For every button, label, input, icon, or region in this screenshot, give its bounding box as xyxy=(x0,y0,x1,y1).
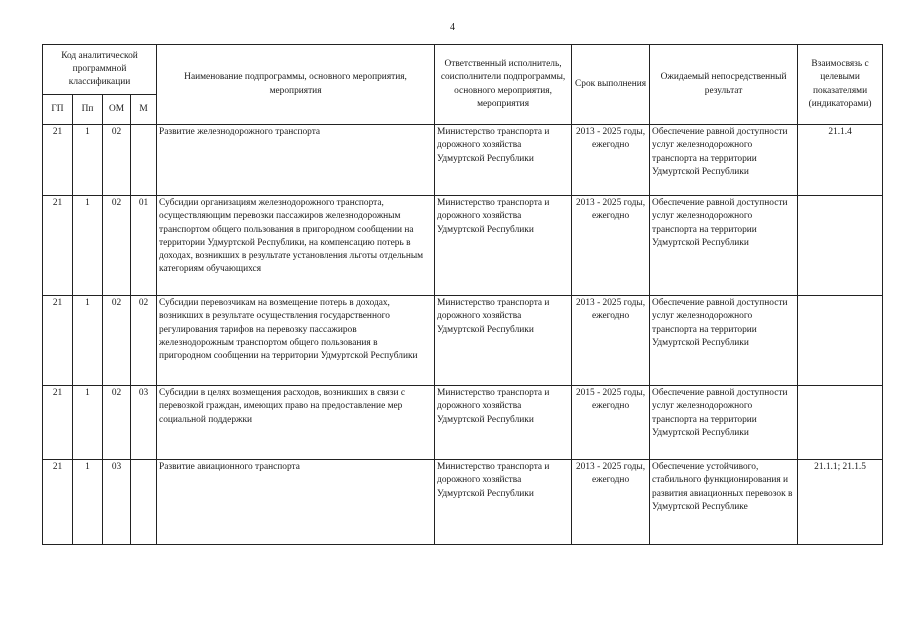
cell-term: 2013 - 2025 годы, ежегодно xyxy=(572,460,650,545)
header-om: ОМ xyxy=(103,95,131,125)
cell-m xyxy=(131,460,157,545)
header-gp: ГП xyxy=(43,95,73,125)
cell-term: 2013 - 2025 годы, ежегодно xyxy=(572,125,650,196)
cell-gp: 21 xyxy=(43,296,73,386)
cell-responsible: Министерство транспорта и дорожного хозяйства Удмуртской Республики xyxy=(435,386,572,460)
cell-pp: 1 xyxy=(73,386,103,460)
cell-m: 01 xyxy=(131,196,157,296)
cell-result: Обеспечение равной доступности услуг железнодорожного транспорта на территории Удмуртской Республики xyxy=(650,386,798,460)
cell-gp: 21 xyxy=(43,196,73,296)
cell-responsible: Министерство транспорта и дорожного хозяйства Удмуртской Республики xyxy=(435,196,572,296)
table-row xyxy=(43,125,883,196)
cell-om: 02 xyxy=(103,386,131,460)
header-pp: Пп xyxy=(73,95,103,125)
header-m: М xyxy=(131,95,157,125)
header-code-group: Код аналитической программной классификации xyxy=(43,45,157,95)
cell-indicators: 21.1.1; 21.1.5 xyxy=(798,460,883,545)
table-row xyxy=(43,296,883,386)
header-term: Срок выполнения xyxy=(572,45,650,125)
cell-pp: 1 xyxy=(73,296,103,386)
cell-m xyxy=(131,125,157,196)
cell-om: 02 xyxy=(103,125,131,196)
page-number: 4 xyxy=(450,22,455,33)
cell-name: Развитие авиационного транспорта xyxy=(157,460,435,545)
table-header xyxy=(43,45,883,125)
cell-result: Обеспечение равной доступности услуг железнодорожного транспорта на территории Удмуртской Республики xyxy=(650,296,798,386)
cell-responsible: Министерство транспорта и дорожного хозяйства Удмуртской Республики xyxy=(435,296,572,386)
cell-gp: 21 xyxy=(43,125,73,196)
cell-result: Обеспечение равной доступности услуг железнодорожного транспорта на территории Удмуртской Республики xyxy=(650,196,798,296)
cell-responsible: Министерство транспорта и дорожного хозяйства Удмуртской Республики xyxy=(435,125,572,196)
table-row xyxy=(43,196,883,296)
table-row xyxy=(43,386,883,460)
cell-gp: 21 xyxy=(43,386,73,460)
cell-name: Субсидии организациям железнодорожного транспорта, осуществляющим перевозки пассажиров железнодорожным транспортом общего пользования в пригородном сообщении на территории Удмуртской Республики, на компенсацию потерь в доходах, возникших в результате установления льготы отдельным категориям обучающихся xyxy=(157,196,435,296)
cell-term: 2013 - 2025 годы, ежегодно xyxy=(572,196,650,296)
header-name: Наименование подпрограммы, основного мероприятия, мероприятия xyxy=(157,45,435,125)
program-table xyxy=(42,44,883,545)
cell-m: 03 xyxy=(131,386,157,460)
header-result: Ожидаемый непосредственный результат xyxy=(650,45,798,125)
header-indicators: Взаимосвязь с целевыми показателями (индикаторами) xyxy=(798,45,883,125)
cell-indicators xyxy=(798,386,883,460)
cell-name: Субсидии перевозчикам на возмещение потерь в доходах, возникших в результате осуществления государственного регулирования тарифов на перевозку пассажиров железнодорожным транспортом общего пользования в пригородном сообщении на территории Удмуртской Республики xyxy=(157,296,435,386)
cell-gp: 21 xyxy=(43,460,73,545)
cell-om: 02 xyxy=(103,296,131,386)
cell-result: Обеспечение устойчивого, стабильного функционирования и развития авиационных перевозок в Удмуртской Республике xyxy=(650,460,798,545)
cell-pp: 1 xyxy=(73,196,103,296)
cell-m: 02 xyxy=(131,296,157,386)
cell-result: Обеспечение равной доступности услуг железнодорожного транспорта на территории Удмуртской Республики xyxy=(650,125,798,196)
cell-indicators: 21.1.4 xyxy=(798,125,883,196)
table-row xyxy=(43,460,883,545)
cell-om: 03 xyxy=(103,460,131,545)
cell-name: Развитие железнодорожного транспорта xyxy=(157,125,435,196)
cell-responsible: Министерство транспорта и дорожного хозяйства Удмуртской Республики xyxy=(435,460,572,545)
cell-term: 2015 - 2025 годы, ежегодно xyxy=(572,386,650,460)
header-responsible: Ответственный исполнитель, соисполнители подпрограммы, основного мероприятия, мероприятия xyxy=(435,45,572,125)
cell-indicators xyxy=(798,196,883,296)
cell-om: 02 xyxy=(103,196,131,296)
cell-pp: 1 xyxy=(73,125,103,196)
cell-term: 2013 - 2025 годы, ежегодно xyxy=(572,296,650,386)
cell-name: Субсидии в целях возмещения расходов, возникших в связи с перевозкой граждан, имеющих право на предоставление мер социальной поддержки xyxy=(157,386,435,460)
cell-indicators xyxy=(798,296,883,386)
cell-pp: 1 xyxy=(73,460,103,545)
